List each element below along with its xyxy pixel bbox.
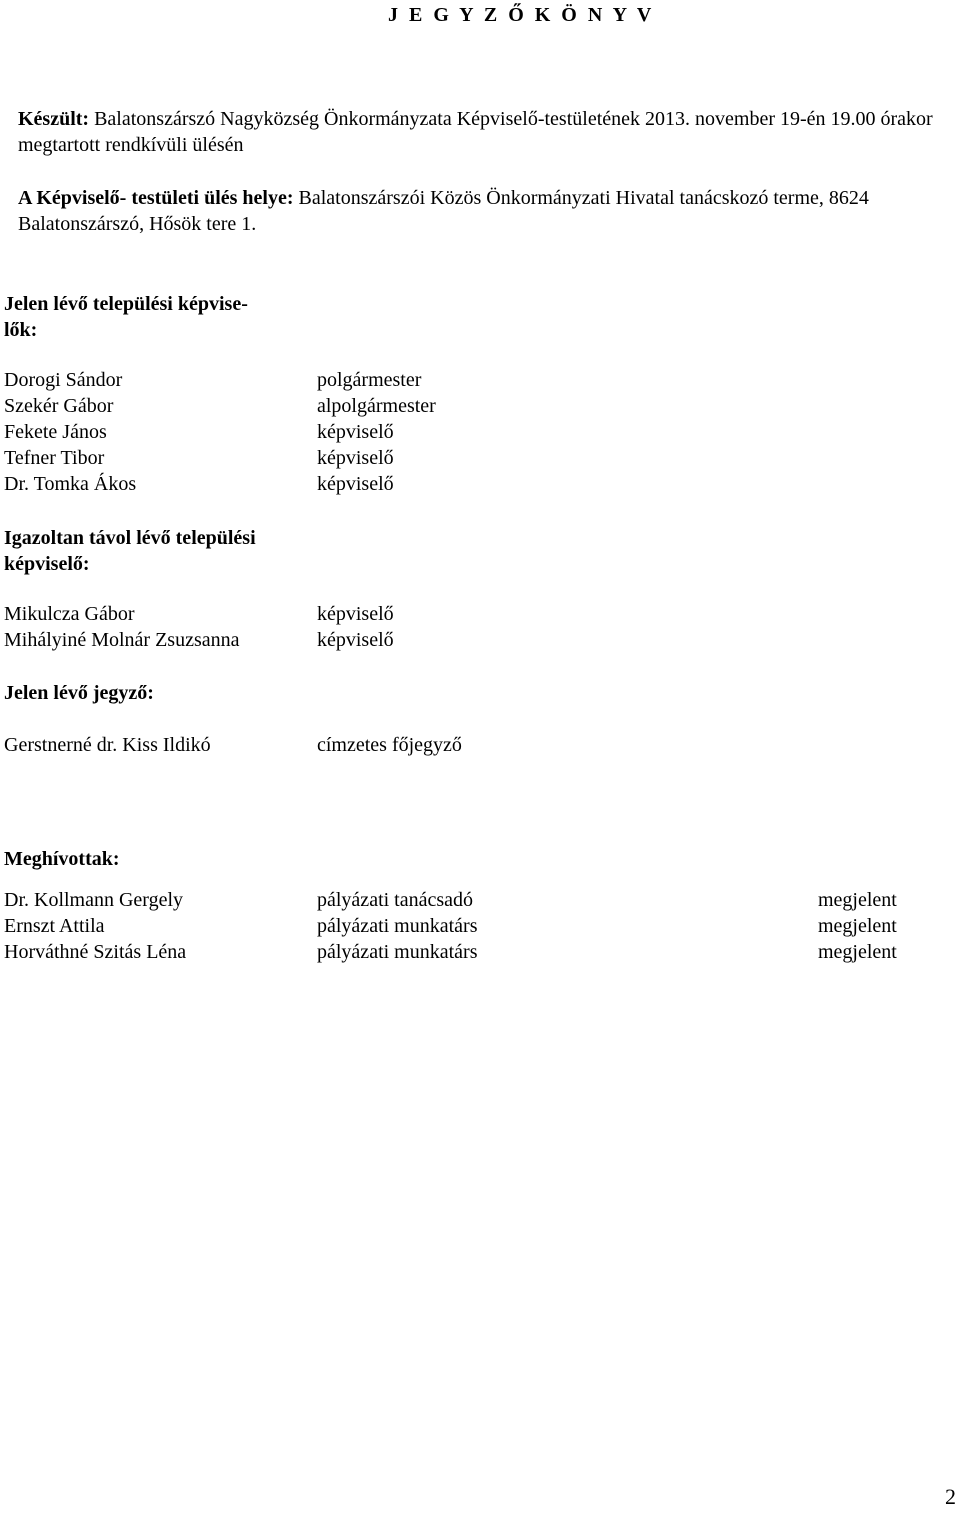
- rep-role: képviselő: [317, 447, 394, 469]
- notary-row: [4, 732, 960, 758]
- rep-name: Mikulcza Gábor: [4, 603, 135, 625]
- rep-role: képviselő: [317, 473, 394, 495]
- invited-role: pályázati munkatárs: [317, 941, 478, 963]
- rep-name: Tefner Tibor: [4, 447, 105, 469]
- rep-role: képviselő: [317, 629, 394, 651]
- invited-row: [4, 887, 960, 913]
- notary-role: címzetes főjegyző: [317, 734, 462, 756]
- invited-name: Horváthné Szitás Léna: [4, 941, 187, 963]
- venue-label: A Képviselő- testületi ülés helye:: [18, 187, 294, 209]
- invited-heading: Meghívottak:: [4, 848, 120, 870]
- rep-name: Mihályiné Molnár Zsuzsanna: [4, 629, 240, 651]
- venue-paragraph: [18, 185, 958, 237]
- absent-rep-row: [4, 601, 960, 627]
- invited-status: megjelent: [818, 915, 897, 937]
- rep-name: Dorogi Sándor: [4, 369, 123, 391]
- made-text: Balatonszárszó Nagyközség Önkormányzata Képviselő-testületének 2013. november 19-én 19.00 órakor megtartott rendkívüli ülésén: [18, 108, 933, 156]
- absent-reps-heading-line1: Igazoltan távol lévő települési: [4, 527, 256, 549]
- rep-role: képviselő: [317, 421, 394, 443]
- invited-name: Dr. Kollmann Gergely: [4, 889, 184, 911]
- absent-rep-row: [4, 627, 960, 653]
- rep-name: Szekér Gábor: [4, 395, 114, 417]
- absent-reps-heading: [4, 525, 256, 577]
- present-rep-row: [4, 393, 960, 419]
- rep-name: Fekete János: [4, 421, 107, 443]
- rep-role: polgármester: [317, 369, 422, 391]
- invited-role: pályázati munkatárs: [317, 915, 478, 937]
- rep-name: Dr. Tomka Ákos: [4, 473, 137, 495]
- invited-role: pályázati tanácsadó: [317, 889, 474, 911]
- invited-status: megjelent: [818, 941, 897, 963]
- present-reps-heading-line1: Jelen lévő települési képvise-: [4, 293, 248, 315]
- present-reps-heading-line2: lők:: [4, 319, 38, 341]
- absent-reps-heading-line2: képviselő:: [4, 553, 90, 575]
- rep-role: alpolgármester: [317, 395, 436, 417]
- venue-text: Balatonszárszói Közös Önkormányzati Hivatal tanácskozó terme, 8624 Balatonszárszó, Hősök tere 1.: [18, 187, 869, 235]
- present-rep-row: [4, 471, 960, 497]
- present-rep-row: [4, 445, 960, 471]
- document-title: J E G Y Z Ő K Ö N Y V: [388, 4, 655, 26]
- present-rep-row: [4, 419, 960, 445]
- made-label: Készült:: [18, 108, 90, 130]
- invited-name: Ernszt Attila: [4, 915, 105, 937]
- rep-role: képviselő: [317, 603, 394, 625]
- invited-row: [4, 913, 960, 939]
- invited-row: [4, 939, 960, 965]
- page-number: 2: [945, 1484, 956, 1509]
- made-paragraph: [18, 106, 958, 158]
- invited-status: megjelent: [818, 889, 897, 911]
- notary-heading: Jelen lévő jegyző:: [4, 682, 154, 704]
- notary-name: Gerstnerné dr. Kiss Ildikó: [4, 734, 211, 756]
- present-rep-row: [4, 367, 960, 393]
- present-reps-heading: [4, 291, 248, 343]
